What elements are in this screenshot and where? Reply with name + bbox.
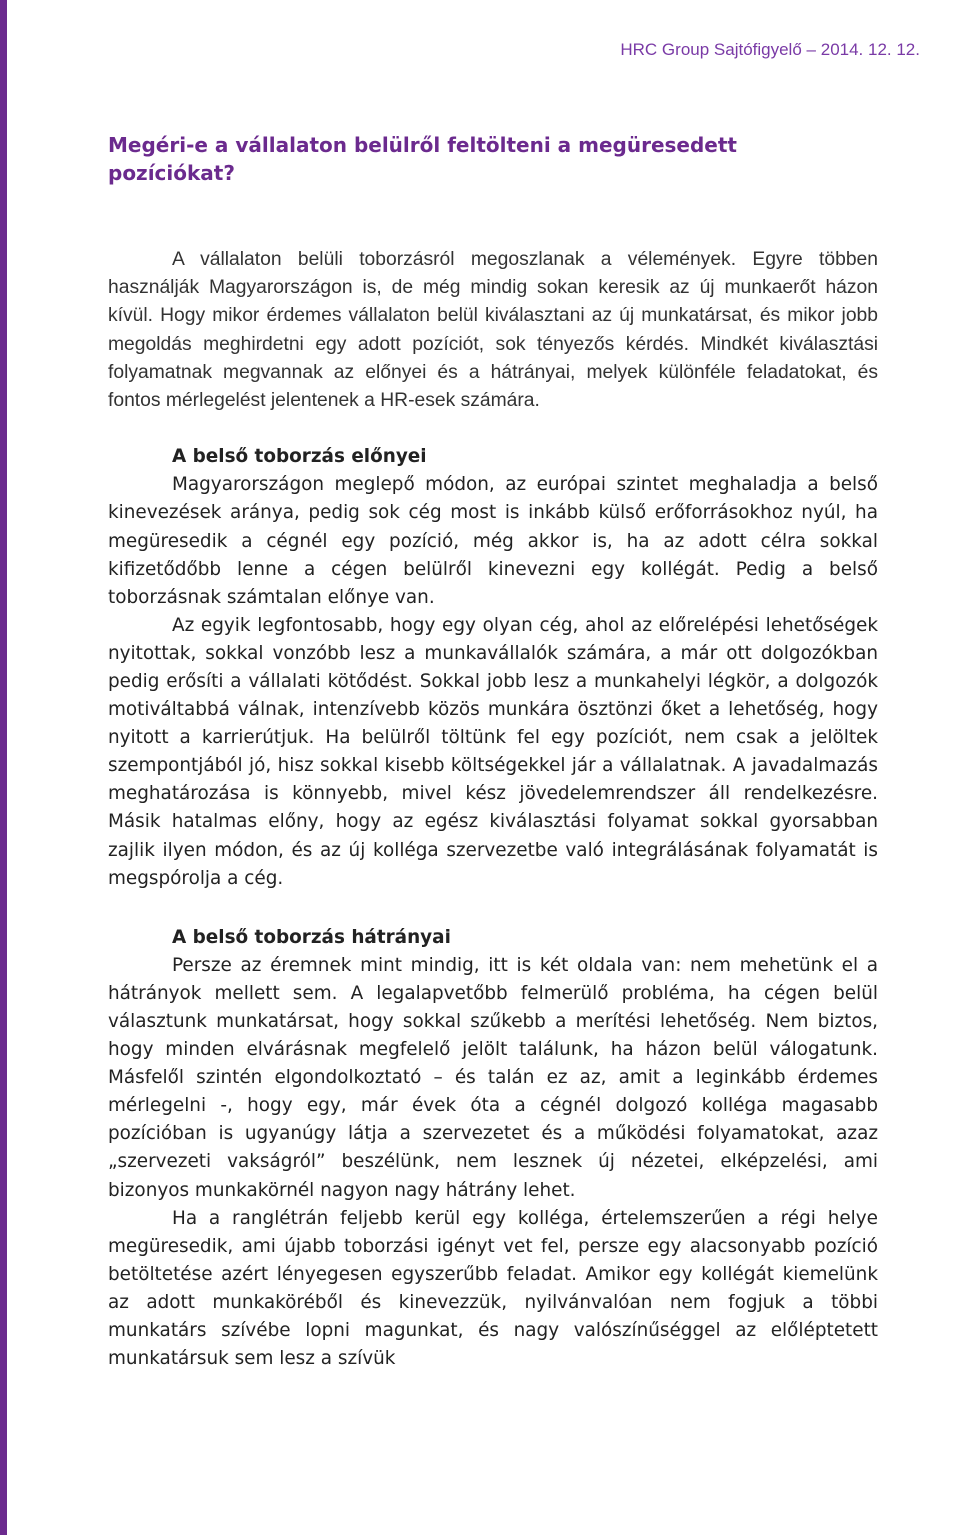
publication-name: HRC Group Sajtófigyelő: [620, 40, 802, 59]
article-title: Megéri-e a vállalaton belülről feltölteni a megüresedett pozíciókat?: [108, 133, 737, 185]
disadvantages-paragraph-1: Persze az éremnek mint mindig, itt is két oldala van: nem mehetünk el a hátrányok mellett sem. A legalapvetőbb felmerülő probléma, ha cégen belül választunk munkatársat, hogy sokkal szűkebb a merítési lehetőség. Nem biztos, hogy minden elvárásnak megfelelő jelölt találunk, ha házon belül válogatunk. Másfelől szintén elgondolkoztató – és talán ez az, amit a leginkább érdemes mérlegelni -, hogy egy, már évek óta a cégnél dolgozó kolléga magasabb pozícióban is ugyanúgy látja a szervezetet és a működési folyamatokat, azaz „szervezeti vakságról” beszélünk, nem lesznek új nézetei, elképzelési, ami bizonyos munkakörnél nagyon nagy hátrány lehet.: [108, 954, 878, 1201]
lead-paragraph: A vállalaton belüli toborzásról megoszlanak a vélemények. Egyre többen használják Magyarországon is, de még mindig sokan keresik az új munkaerőt házon kívül. Hogy mikor érdemes vállalaton belül kiválasztani az új munkatársat, és mikor jobb megoldás meghirdetni egy adott pozíciót, sok tényezős kérdés. Mindkét kiválasztási folyamatnak megvannak az előnyei és a hátrányai, melyek különféle feladatokat, és fontos mérlegelést jelentenek a HR-esek számára.: [108, 249, 878, 412]
section-heading-disadvantages: A belső toborzás hátrányai: [172, 926, 451, 948]
advantages-paragraph-1: Magyarországon meglepő módon, az európai szintet meghaladja a belső kinevezések aránya, pedig sok cég most is inkább külső erőforrásokhoz nyúl, ha megüresedik a cégnél egy pozíció, még akkor is, ha az adott célra sokkal kifizetődőbb lenne a cégen belülről kinevezni egy kollégát. Pedig a belső toborzásnak számtalan előnye van.: [108, 474, 878, 608]
article-body: [108, 246, 878, 1373]
advantages-paragraph-2: Az egyik legfontosabb, hogy egy olyan cég, ahol az előrelépési lehetőségek nyitottak, sokkal vonzóbb lesz a munkavállalók számára, a már ott dolgozókban pedig erősíti a vállalati kötődést. Sokkal jobb lesz a munkahelyi légkör, a dolgozók motiváltabbá válnak, intenzívebb közös munkára ösztönzi őket a lehetőség, hogy nyitott a karrierútjuk. Ha belülről töltünk fel egy pozíciót, nem csak a jelöltek szempontjából jó, hisz sokkal kisebb költségekkel jár a vállalatnak. A javadalmazás meghatározása is könnyebb, mivel kész jövedelemrendszer áll rendelkezésre. Másik hatalmas előny, hogy az egész kiválasztási folyamat sokkal gyorsabban zajlik ilyen módon, és az új kolléga szervezetbe való integrálásának folyamatát is megspórolja a cég.: [108, 614, 878, 889]
publication-date: 2014. 12. 12.: [820, 40, 920, 59]
header-dash: –: [806, 40, 816, 59]
page-header: [620, 40, 920, 60]
disadvantages-paragraph-2: Ha a ranglétrán feljebb kerül egy kolléga, értelemszerűen a régi helye megüresedik, ami újabb toborzási igényt vet fel, persze egy alacsonyabb pozíció betöltetése azért lényegesen egyszerűbb feladat. Amikor egy kollégát kiemelünk az adott munkaköréből és kinevezzük, nyilvánvalóan nem fogjuk a többi munkatárs szívébe lopni magunkat, és nagy valószínűséggel az előléptetett munkatársuk sem lesz a szívük: [108, 1207, 878, 1370]
section-heading-advantages: A belső toborzás előnyei: [172, 446, 427, 468]
left-margin-rule: [0, 0, 7, 1535]
